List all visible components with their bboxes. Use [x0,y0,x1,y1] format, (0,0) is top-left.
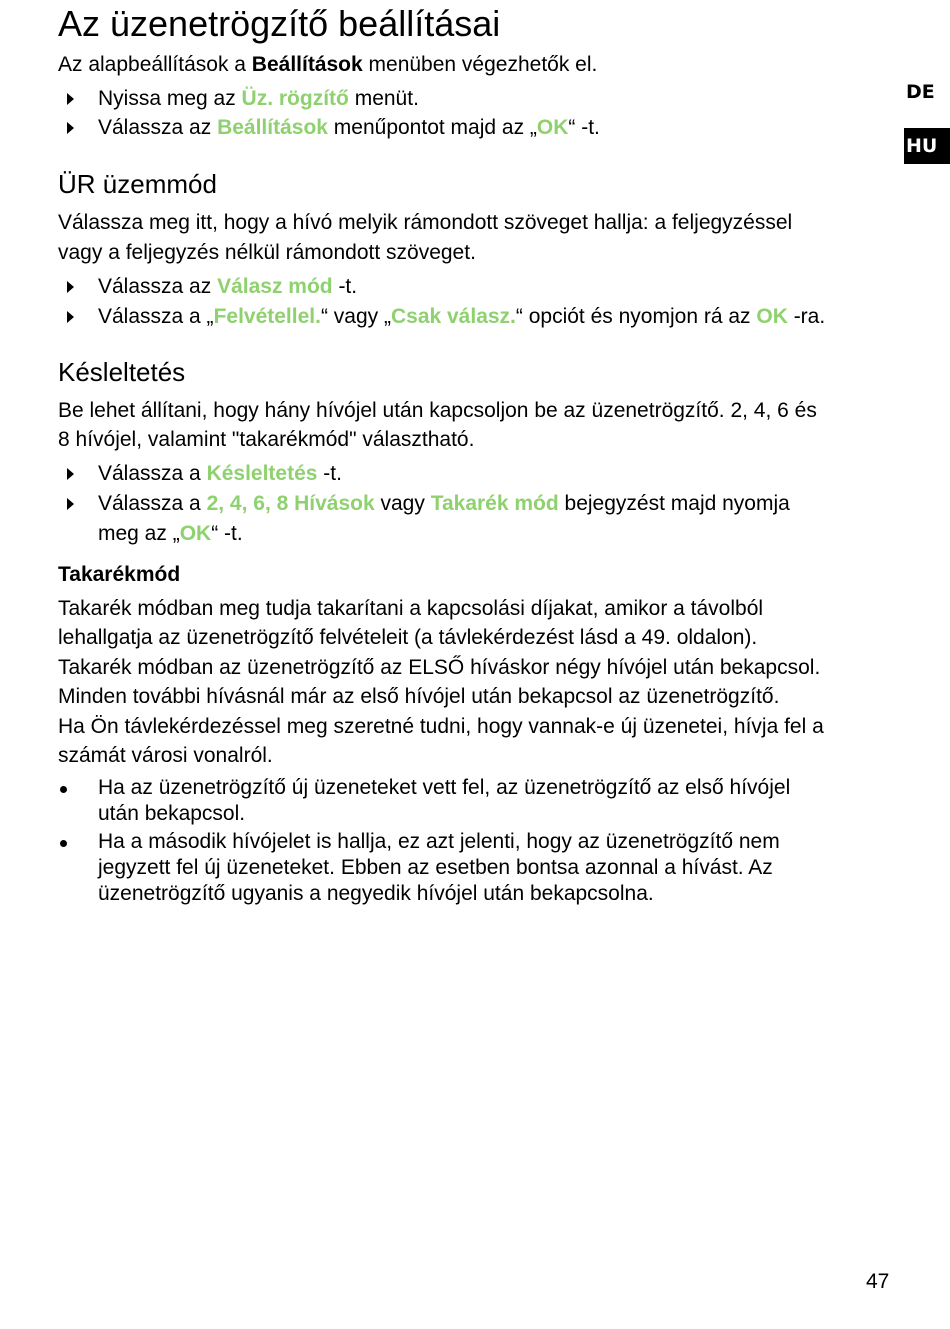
step-text [98,272,888,302]
intro-text-post: menüben végezhetők el. [362,53,598,76]
saving-line-5: Ha Ön távlekérdezéssel meg szeretné tudni, hogy vannak-e új üzenetei, hívja fel a [58,715,824,738]
saving-line-1: Takarék módban meg tudja takarítani a kapcsolási díjakat, amikor a távolból [58,597,764,620]
ok-key-highlight: OK [179,522,212,545]
menu-item-highlight: Üz. rögzítő [241,87,349,110]
bullet-line: üzenetrögzítő ugyanis a negyedik hívójel után bekapcsolna. [98,882,654,905]
arrow-right-icon [67,122,74,134]
delay-paragraph-line-1: Be lehet állítani, hogy hány hívójel után kapcsoljon be az üzenetrögzítő. 2, 4, 6 és [58,399,817,422]
option-highlight: Takarék mód [430,492,559,515]
bullet-line: Ha a második hívójelet is hallja, ez azt jelenti, hogy az üzenetrögzítő nem [98,830,780,853]
step-text-part: menüt. [348,87,419,110]
delay-paragraph-line-2: 8 hívójel, valamint "takarékmód" választható. [58,428,475,451]
language-tab-de[interactable]: DE [904,74,950,110]
step-text-part: bejegyzést majd nyomja [558,492,790,515]
section-heading-ur-mode: ÜR üzemmód [58,169,217,199]
bullet-text [98,829,888,907]
bullet-line: Ha az üzenetrögzítő új üzeneteket vett fel, az üzenetrögzítő az első hívójel [98,776,791,799]
step-text-part: “ opciót és nyomjon rá az [515,305,757,328]
section-heading-delay: Késleltetés [58,357,186,387]
option-highlight: 2, 4, 6, 8 Hívások [206,492,375,515]
saving-bullet-1 [58,775,898,827]
step-text-part: “ vagy „ [320,305,391,328]
ur-paragraph-line-1: Válassza meg itt, hogy a hívó melyik rámondott szöveget hallja: a feljegyzéssel [58,211,793,234]
page-number: 47 [866,1270,890,1293]
menu-item-highlight: Válasz mód [217,275,333,298]
step-text-part: -ra. [787,305,826,328]
intro-text-pre: Az alapbeállítások a [58,53,252,76]
step-text [98,113,888,143]
language-tab-hu[interactable]: HU [904,128,950,164]
step-text [98,519,888,549]
step-text [98,84,888,114]
saving-line-4: Minden további hívásnál már az első hívójel után bekapcsol az üzenetrögzítő. [58,685,780,708]
step-text-part: Nyissa meg az [98,87,242,110]
ok-key-highlight: OK [756,305,788,328]
step-text [98,302,888,332]
bullet-line: jegyzett fel új üzeneteket. Ebben az esetben bontsa azonnal a hívást. Az [98,856,773,879]
step-text [98,459,888,489]
intro-text-bold: Beállítások [251,53,363,76]
arrow-right-icon [67,311,74,323]
page-title: Az üzenetrögzítő beállításai [58,3,501,44]
step-text-part: “ -t. [211,522,243,545]
step-text-part: -t. [317,462,342,485]
option-highlight: Felvétellel. [213,305,321,328]
saving-line-3: Takarék módban az üzenetrögzítő az ELSŐ híváskor négy hívójel után bekapcsol. [58,656,821,679]
option-highlight: Csak válasz. [390,305,516,328]
step-text-part: meg az „ [98,522,180,545]
step-text-part: -t. [332,275,358,298]
step-text-part: Válassza az [98,275,218,298]
ur-paragraph-line-2: vagy a feljegyzés nélkül rámondott szöveget. [58,241,476,264]
ok-key-highlight: OK [536,116,569,139]
saving-line-2: lehallgatja az üzenetrögzítő felvételeit (a távlekérdezést lásd a 49. oldalon). [58,626,758,649]
menu-item-highlight: Késleltetés [206,462,318,485]
step-text-part: Válassza a „ [98,305,214,328]
step-text-part: menűpontot majd az „ [327,116,537,139]
bullet-line: után bekapcsol. [98,802,246,825]
intro-paragraph [58,50,898,80]
step-text [98,489,888,519]
arrow-right-icon [67,468,74,480]
saving-bullet-2 [58,829,898,907]
step-text-part: Válassza az [98,116,218,139]
step-text-part: “ -t. [568,116,600,139]
section-heading-saving-mode: Takarékmód [58,563,181,586]
bullet-dot-icon [60,786,67,793]
arrow-right-icon [67,281,74,293]
arrow-right-icon [67,498,74,510]
bullet-text [98,775,888,827]
bullet-dot-icon [60,840,67,847]
arrow-right-icon [67,93,74,105]
step-text-part: Válassza a [98,492,207,515]
step-text-part: vagy [374,492,431,515]
menu-item-highlight: Beállítások [217,116,328,139]
step-text-part: Válassza a [98,462,207,485]
saving-line-6: számát városi vonalról. [58,744,273,767]
